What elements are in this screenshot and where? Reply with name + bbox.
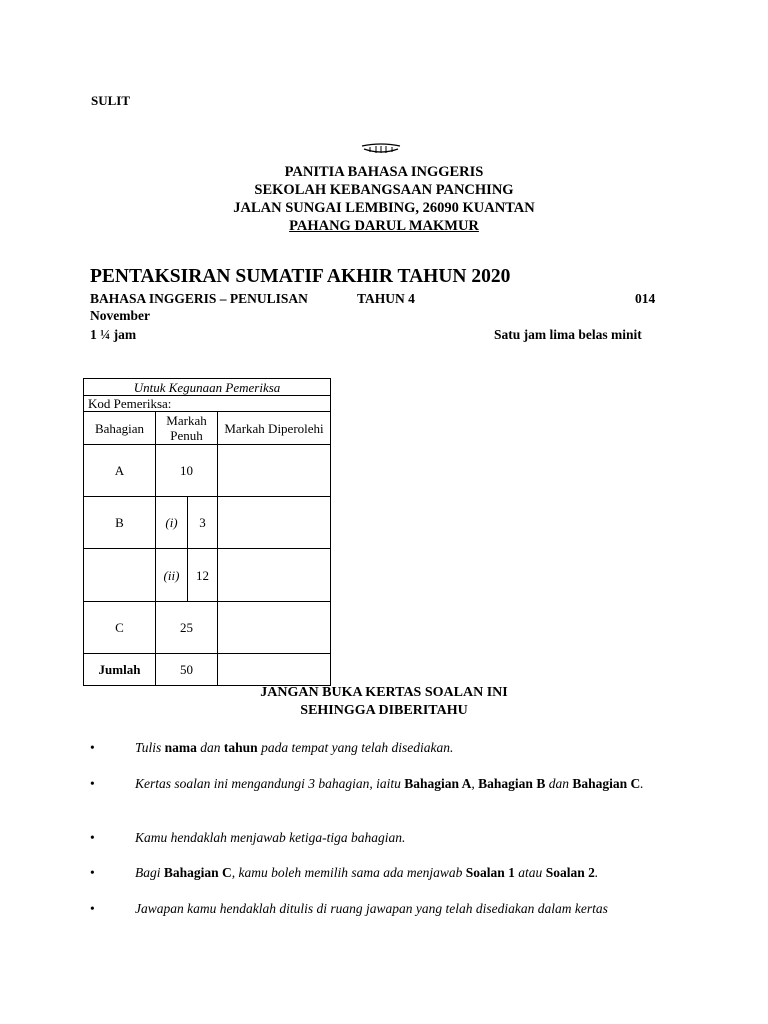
table-row <box>84 654 331 686</box>
obtained-marks-cell <box>218 445 331 497</box>
exam-year: TAHUN 4 <box>357 291 415 306</box>
school-logo-icon <box>358 140 404 156</box>
obtained-total-cell <box>218 654 331 686</box>
full-marks-cell: 3 <box>188 497 218 549</box>
full-marks-cell: 10 <box>156 445 218 497</box>
exam-duration-words: Satu jam lima belas minit <box>494 327 642 342</box>
col-header-full-marks: Markah Penuh <box>156 412 218 445</box>
school-state: PAHANG DARUL MAKMUR <box>289 218 479 234</box>
bullet-icon: • <box>90 901 95 916</box>
warning-line-2: SEHINGGA DIBERITAHU <box>300 703 468 718</box>
exam-month: November <box>90 308 150 323</box>
bullet-icon: • <box>90 865 95 880</box>
section-cell <box>84 549 156 602</box>
table-row <box>84 602 331 654</box>
part-cell: (i) <box>156 497 188 549</box>
col-header-section: Bahagian <box>84 412 156 445</box>
examiner-code-label: Kod Pemeriksa: <box>84 396 331 412</box>
confidential-label: SULIT <box>91 93 131 108</box>
part-cell: (ii) <box>156 549 188 602</box>
table-row <box>84 445 331 497</box>
instruction-item: • Kamu hendaklah menjawab ketiga-tiga bahagian. <box>90 830 406 845</box>
instruction-item: • Tulis nama dan tahun pada tempat yang telah disediakan. <box>90 740 454 755</box>
exam-subject: BAHASA INGGERIS – PENULISAN <box>90 291 308 306</box>
bullet-icon: • <box>90 740 95 755</box>
full-marks-cell: 25 <box>156 602 218 654</box>
section-cell: B <box>84 497 156 549</box>
exam-code: 014 <box>635 291 656 306</box>
bullet-icon: • <box>90 776 95 791</box>
panel-name: PANITIA BAHASA INGGERIS <box>284 164 484 180</box>
instruction-item: • Jawapan kamu hendaklah ditulis di ruang jawapan yang telah disediakan dalam kertas <box>90 901 608 916</box>
obtained-marks-cell <box>218 497 331 549</box>
examiner-marks-table <box>83 378 331 686</box>
exam-duration: 1 ¼ jam <box>90 327 137 342</box>
warning-line-1: JANGAN BUKA KERTAS SOALAN INI <box>260 685 508 700</box>
bullet-icon: • <box>90 830 95 845</box>
obtained-marks-cell <box>218 602 331 654</box>
school-address: JALAN SUNGAI LEMBING, 26090 KUANTAN <box>233 200 535 216</box>
table-row <box>84 497 331 549</box>
obtained-marks-cell <box>218 549 331 602</box>
total-label: Jumlah <box>84 654 156 686</box>
full-marks-cell: 12 <box>188 549 218 602</box>
section-cell: C <box>84 602 156 654</box>
col-header-obtained-marks: Markah Diperolehi <box>218 412 331 445</box>
instruction-item: • Bagi Bahagian C, kamu boleh memilih sama ada menjawab Soalan 1 atau Soalan 2. <box>90 865 599 880</box>
exam-title: PENTAKSIRAN SUMATIF AKHIR TAHUN 2020 <box>90 266 511 287</box>
instruction-item: • Kertas soalan ini mengandungi 3 bahagian, iaitu Bahagian A, Bahagian B dan Bahagian C. <box>90 776 644 791</box>
table-caption: Untuk Kegunaan Pemeriksa <box>84 379 331 396</box>
school-name: SEKOLAH KEBANGSAAN PANCHING <box>254 182 514 198</box>
table-row <box>84 549 331 602</box>
total-marks-cell: 50 <box>156 654 218 686</box>
section-cell: A <box>84 445 156 497</box>
